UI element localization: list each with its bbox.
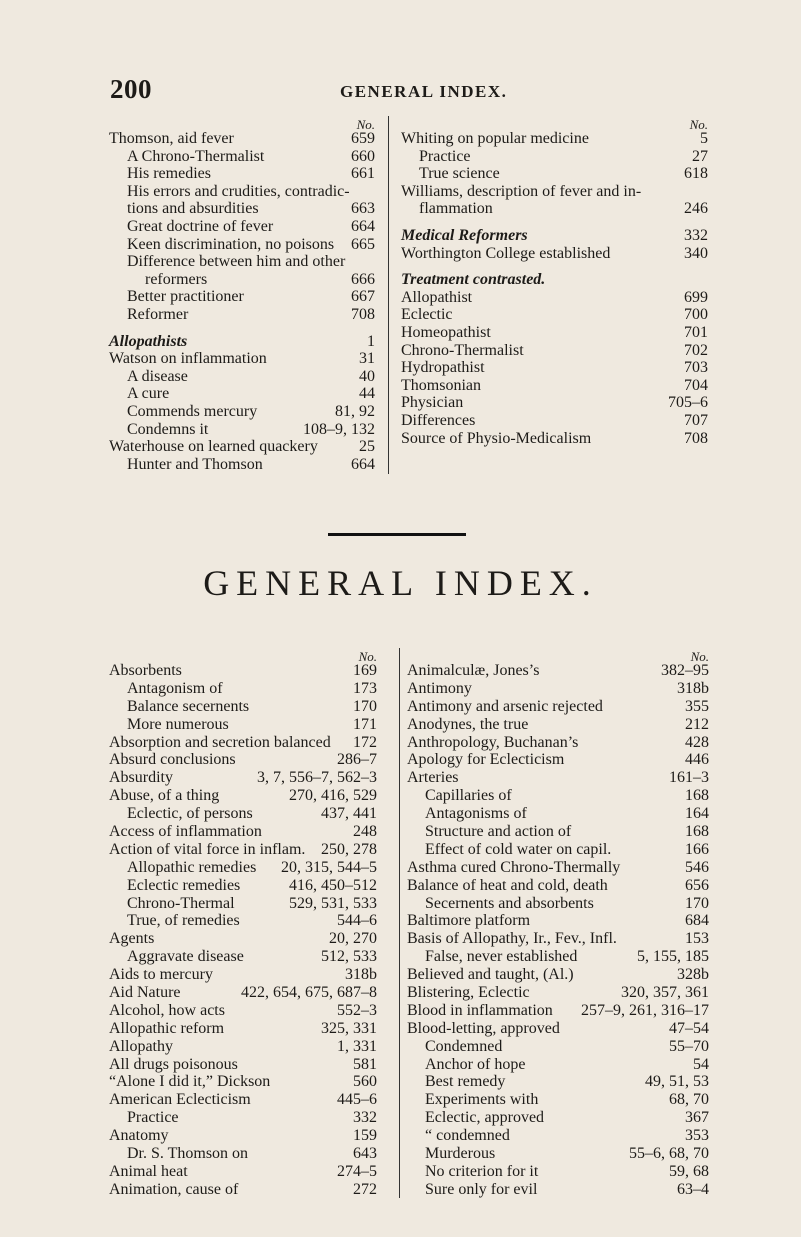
no-label: No.	[358, 649, 377, 664]
entry-page-ref: 367	[685, 1109, 709, 1127]
index-entry	[407, 734, 709, 752]
entry-page-ref: 704	[684, 376, 708, 394]
index-entry	[407, 1056, 709, 1074]
index-entry	[109, 1181, 377, 1199]
index-entry	[401, 359, 708, 377]
entry-text: Anodynes, the true	[407, 715, 529, 733]
index-entry	[407, 769, 709, 787]
index-entry	[109, 333, 375, 351]
entry-text: Medical Reformers	[401, 226, 528, 244]
entry-page-ref: 708	[351, 305, 375, 323]
entry-text: Thomson, aid fever	[109, 130, 234, 147]
entry-page-ref: 3, 7, 556–7, 562–3	[257, 769, 377, 787]
index-entry	[407, 1145, 709, 1163]
index-entry	[407, 1020, 709, 1038]
entry-text: Thomsonian	[401, 376, 481, 394]
entry-text: Absurdity	[109, 769, 173, 787]
index-entry	[401, 165, 708, 183]
entry-text: Waterhouse on learned quackery	[109, 438, 318, 456]
entry-page-ref: 172	[353, 733, 377, 751]
entry-text: A cure	[127, 385, 170, 403]
entry-text: Commends mercury	[127, 402, 258, 420]
entry-text: Allopathy	[109, 1037, 173, 1055]
entry-text: Secernents and absorbents	[425, 894, 594, 912]
entry-text: Chrono-Thermal	[127, 894, 235, 912]
entry-text: Eclectic, approved	[425, 1109, 545, 1127]
entry-text: Action of vital force in inflam.	[109, 840, 306, 858]
index-entry	[401, 245, 708, 263]
number-column-header	[407, 648, 709, 662]
index-entry	[407, 1109, 709, 1127]
entry-page-ref: 108–9, 132	[303, 420, 375, 438]
index-entry	[109, 1109, 377, 1127]
entry-text: Allopathist	[401, 288, 473, 306]
entry-page-ref: 699	[684, 288, 708, 306]
entry-text: Anthropology, Buchanan’s	[407, 733, 579, 751]
column-divider-bottom	[399, 648, 400, 1198]
no-label: No.	[690, 649, 709, 664]
entry-page-ref: 544–6	[337, 912, 377, 930]
entry-text: Eclectic	[401, 306, 453, 324]
entry-text: False, never established	[425, 948, 578, 966]
index-entry	[109, 1127, 377, 1145]
index-entry	[109, 823, 377, 841]
entry-page-ref: 54	[693, 1055, 709, 1073]
entry-page-ref: 353	[685, 1127, 709, 1145]
entry-text: Reformer	[127, 305, 189, 323]
entry-page-ref: 159	[353, 1127, 377, 1145]
entry-page-ref: 661	[351, 165, 375, 183]
entry-text: Eclectic, of persons	[127, 805, 253, 823]
entry-page-ref: 328b	[677, 966, 709, 984]
entry-text: Absurd conclusions	[109, 751, 236, 769]
entry-page-ref: 55–70	[669, 1037, 709, 1055]
index-entry	[109, 805, 377, 823]
no-label: No.	[689, 117, 708, 132]
entry-text: Absorbents	[109, 662, 182, 679]
entry-text: Antimony and arsenic rejected	[407, 697, 603, 715]
running-head	[110, 74, 730, 104]
page-number: 200	[110, 74, 152, 104]
index-entry	[407, 1127, 709, 1145]
entry-page-ref: 318b	[677, 679, 709, 697]
no-label: No.	[356, 117, 375, 132]
index-column-left-top	[109, 116, 375, 473]
index-entry	[401, 412, 708, 430]
entry-text: Balance of heat and cold, death	[407, 876, 608, 894]
entry-page-ref: 161–3	[669, 769, 709, 787]
entry-page-ref: 422, 654, 675, 687–8	[241, 984, 377, 1002]
index-entry	[407, 984, 709, 1002]
index-entry	[109, 253, 375, 271]
entry-text: Arteries	[407, 769, 459, 787]
entry-page-ref: 708	[684, 429, 708, 447]
entry-page-ref: 31	[359, 350, 375, 368]
entry-text: A disease	[127, 367, 188, 385]
entry-page-ref: 168	[685, 823, 709, 841]
index-entry	[109, 912, 377, 930]
entry-text: Allopathic reform	[109, 1019, 225, 1037]
entry-page-ref: 27	[692, 147, 708, 165]
entry-page-ref: 446	[685, 751, 709, 769]
index-entry	[407, 823, 709, 841]
index-entry	[401, 430, 708, 448]
index-entry	[109, 165, 375, 183]
entry-page-ref: 5	[700, 130, 708, 147]
entry-text: True, of remedies	[127, 912, 240, 930]
entry-text: Williams, description of fever and in-	[401, 182, 642, 200]
index-entry	[109, 930, 377, 948]
entry-text: Animation, cause of	[109, 1180, 239, 1198]
index-entry	[401, 394, 708, 412]
index-entry	[109, 368, 375, 386]
entry-text: Homeopathist	[401, 323, 491, 341]
index-entry	[109, 288, 375, 306]
entry-text: Allopathists	[109, 332, 188, 350]
entry-text: Abuse, of a thing	[109, 787, 220, 805]
entry-page-ref: 250, 278	[321, 840, 377, 858]
index-entry	[407, 1038, 709, 1056]
index-entry	[407, 948, 709, 966]
entry-page-ref: 560	[353, 1073, 377, 1091]
section-separator	[328, 533, 466, 536]
entry-page-ref: 248	[353, 823, 377, 841]
index-entry	[401, 289, 708, 307]
entry-page-ref: 173	[353, 679, 377, 697]
entry-text: tions and absurdities	[127, 200, 259, 218]
index-entry	[407, 680, 709, 698]
entry-page-ref: 664	[351, 217, 375, 235]
index-entry	[401, 342, 708, 360]
index-entry	[109, 403, 375, 421]
entry-text: Effect of cold water on capil.	[425, 840, 612, 858]
entry-text: True science	[419, 165, 500, 183]
entry-text: Whiting on popular medicine	[401, 130, 589, 147]
entry-page-ref: 169	[353, 662, 377, 679]
index-entry	[401, 324, 708, 342]
entry-text: Blood in inflammation	[407, 1001, 553, 1019]
entry-page-ref: 170	[685, 894, 709, 912]
entry-text: No criterion for it	[425, 1162, 539, 1180]
index-entry	[109, 1038, 377, 1056]
entry-text: “Alone I did it,” Dickson	[109, 1073, 271, 1091]
entry-text: Best remedy	[425, 1073, 506, 1091]
index-entry	[109, 1002, 377, 1020]
entry-text: Physician	[401, 394, 464, 412]
entry-text: Apology for Eclecticism	[407, 751, 565, 769]
index-entry	[407, 716, 709, 734]
index-entry	[109, 787, 377, 805]
entry-text: Blistering, Eclectic	[407, 984, 530, 1002]
entry-text: Differences	[401, 411, 476, 429]
index-entry	[401, 306, 708, 324]
entry-text: Blood-letting, approved	[407, 1019, 560, 1037]
entry-text: Murderous	[425, 1145, 496, 1163]
entry-page-ref: 666	[351, 270, 375, 288]
index-entry	[109, 984, 377, 1002]
entry-page-ref: 663	[351, 200, 375, 218]
index-entry	[407, 751, 709, 769]
entry-page-ref: 55–6, 68, 70	[629, 1145, 709, 1163]
index-entry	[109, 1073, 377, 1091]
entry-text: Animalculæ, Jones’s	[407, 662, 540, 679]
entry-page-ref: 1	[367, 332, 375, 350]
index-entry	[109, 1145, 377, 1163]
entry-text: Agents	[109, 930, 155, 948]
entry-page-ref: 701	[684, 323, 708, 341]
entry-text: Experiments with	[425, 1091, 539, 1109]
entry-text: Chrono-Thermalist	[401, 341, 524, 359]
entry-text: Treatment contrasted.	[401, 271, 546, 289]
entry-text: Sure only for evil	[425, 1180, 538, 1198]
entry-text: More numerous	[127, 715, 229, 733]
entry-page-ref: 643	[353, 1145, 377, 1163]
index-column-right-bottom	[407, 648, 709, 1199]
entry-page-ref: 153	[685, 930, 709, 948]
entry-page-ref: 703	[684, 359, 708, 377]
entry-page-ref: 20, 315, 544–5	[281, 858, 377, 876]
entry-text: Allopathic remedies	[127, 858, 257, 876]
entry-text: Capillaries of	[425, 787, 512, 805]
index-entry	[109, 306, 375, 324]
entry-text: Basis of Allopathy, Ir., Fev., Infl.	[407, 930, 617, 948]
index-entry	[109, 948, 377, 966]
entry-text: Access of inflammation	[109, 823, 262, 841]
index-entry	[109, 350, 375, 368]
entry-page-ref: 702	[684, 341, 708, 359]
entry-text: Antagonisms of	[425, 805, 527, 823]
index-entry	[109, 859, 377, 877]
index-entry	[109, 438, 375, 456]
index-entry	[109, 966, 377, 984]
entry-text: Worthington College established	[401, 244, 611, 262]
index-entry	[407, 841, 709, 859]
entry-text: Aid Nature	[109, 984, 181, 1002]
index-entry	[109, 385, 375, 403]
number-column-header	[109, 116, 375, 130]
entry-page-ref: 320, 357, 361	[621, 984, 709, 1002]
entry-page-ref: 5, 155, 185	[637, 948, 709, 966]
entry-page-ref: 1, 331	[337, 1037, 377, 1055]
running-title: GENERAL INDEX.	[340, 82, 508, 101]
index-entry	[109, 236, 375, 254]
entry-page-ref: 20, 270	[329, 930, 377, 948]
index-entry	[109, 1163, 377, 1181]
entry-text: Anatomy	[109, 1127, 169, 1145]
entry-page-ref: 529, 531, 533	[289, 894, 377, 912]
index-entry	[407, 1091, 709, 1109]
entry-page-ref: 656	[685, 876, 709, 894]
entry-page-ref: 49, 51, 53	[645, 1073, 709, 1091]
entry-text: Dr. S. Thomson on	[127, 1145, 249, 1163]
entry-page-ref: 40	[359, 367, 375, 385]
general-index-title: GENERAL INDEX.	[203, 563, 598, 603]
entry-page-ref: 274–5	[337, 1162, 377, 1180]
entry-text: Believed and taught, (Al.)	[407, 966, 574, 984]
entry-page-ref: 355	[685, 697, 709, 715]
entry-page-ref: 340	[684, 244, 708, 262]
entry-page-ref: 659	[351, 130, 375, 147]
entry-text: Aids to mercury	[109, 966, 213, 984]
index-entry	[401, 227, 708, 245]
entry-page-ref: 512, 533	[321, 948, 377, 966]
entry-text: Practice	[419, 147, 471, 165]
entry-page-ref: 171	[353, 715, 377, 733]
index-column-right-top	[401, 116, 708, 447]
entry-page-ref: 168	[685, 787, 709, 805]
entry-page-ref: 664	[351, 455, 375, 473]
index-entry	[109, 456, 375, 474]
index-column-left-bottom	[109, 648, 377, 1199]
entry-text: Hunter and Thomson	[127, 455, 263, 473]
index-entry	[407, 1181, 709, 1199]
index-entry	[407, 877, 709, 895]
entry-text: Anchor of hope	[425, 1055, 526, 1073]
entry-text: Antimony	[407, 679, 472, 697]
index-entry	[407, 698, 709, 716]
entry-text: Absorption and secretion balanced	[109, 733, 331, 751]
index-entry	[401, 200, 708, 218]
column-divider-top	[388, 116, 389, 474]
index-entry	[109, 877, 377, 895]
entry-page-ref: 270, 416, 529	[289, 787, 377, 805]
index-entry	[109, 769, 377, 787]
entry-text: Antagonism of	[127, 679, 223, 697]
entry-page-ref: 257–9, 261, 316–17	[581, 1001, 709, 1019]
entry-page-ref: 437, 441	[321, 805, 377, 823]
entry-page-ref: 665	[351, 235, 375, 253]
index-entry	[109, 148, 375, 166]
entry-page-ref: 428	[685, 733, 709, 751]
entry-text: Watson on inflammation	[109, 350, 267, 368]
index-entry	[407, 787, 709, 805]
index-entry	[109, 698, 377, 716]
entry-text: Keen discrimination, no poisons	[127, 235, 335, 253]
entry-text: Structure and action of	[425, 823, 572, 841]
entry-page-ref: 705–6	[668, 394, 708, 412]
entry-text: Balance secernents	[127, 697, 250, 715]
entry-page-ref: 618	[684, 165, 708, 183]
entry-page-ref: 382–95	[661, 662, 709, 679]
entry-page-ref: 667	[351, 288, 375, 306]
index-entry	[407, 1073, 709, 1091]
entry-page-ref: 166	[685, 840, 709, 858]
entry-page-ref: 164	[685, 805, 709, 823]
index-entry	[109, 841, 377, 859]
entry-page-ref: 44	[359, 385, 375, 403]
entry-page-ref: 700	[684, 306, 708, 324]
index-entry	[109, 734, 377, 752]
index-entry	[109, 680, 377, 698]
entry-text: Eclectic remedies	[127, 876, 241, 894]
entry-page-ref: 684	[685, 912, 709, 930]
entry-page-ref: 68, 70	[669, 1091, 709, 1109]
entry-text: Baltimore platform	[407, 912, 531, 930]
index-entry	[109, 200, 375, 218]
entry-text: Condemned	[425, 1037, 503, 1055]
entry-page-ref: 286–7	[337, 751, 377, 769]
entry-page-ref: 332	[353, 1109, 377, 1127]
entry-text: Aggravate disease	[127, 948, 244, 966]
index-entry	[407, 930, 709, 948]
entry-text: American Eclecticism	[109, 1091, 251, 1109]
entry-text: Animal heat	[109, 1162, 188, 1180]
index-entry	[407, 859, 709, 877]
entry-page-ref: 660	[351, 147, 375, 165]
entry-page-ref: 707	[684, 411, 708, 429]
index-entry	[407, 805, 709, 823]
entry-page-ref: 581	[353, 1055, 377, 1073]
index-entry	[109, 895, 377, 913]
entry-page-ref: 272	[353, 1180, 377, 1198]
index-entry	[407, 1163, 709, 1181]
entry-page-ref: 81, 92	[335, 402, 375, 420]
entry-page-ref: 170	[353, 697, 377, 715]
index-entry	[401, 148, 708, 166]
entry-text: All drugs poisonous	[109, 1055, 238, 1073]
index-entry	[109, 751, 377, 769]
entry-text: A Chrono-Thermalist	[127, 147, 265, 165]
entry-text: His remedies	[127, 165, 211, 183]
index-entry	[407, 895, 709, 913]
index-entry	[109, 421, 375, 439]
entry-text: reformers	[145, 270, 208, 288]
entry-page-ref: 416, 450–512	[289, 876, 377, 894]
index-entry	[401, 183, 708, 201]
entry-text: Source of Physio-Medicalism	[401, 429, 592, 447]
index-entry	[401, 377, 708, 395]
index-entry	[109, 1020, 377, 1038]
index-entry	[407, 912, 709, 930]
entry-text: Difference between him and other	[127, 253, 346, 271]
index-entry	[401, 271, 708, 289]
entry-page-ref: 546	[685, 858, 709, 876]
index-entry	[109, 218, 375, 236]
index-entry	[109, 183, 375, 201]
entry-text: His errors and crudities, contradic-	[127, 182, 350, 200]
entry-page-ref: 325, 331	[321, 1019, 377, 1037]
entry-page-ref: 212	[685, 715, 709, 733]
index-entry	[109, 1091, 377, 1109]
index-entry	[109, 716, 377, 734]
entry-page-ref: 445–6	[337, 1091, 377, 1109]
index-entry	[109, 271, 375, 289]
entry-page-ref: 25	[359, 438, 375, 456]
entry-text: Asthma cured Chrono-Thermally	[407, 858, 621, 876]
entry-text: Better practitioner	[127, 288, 244, 306]
entry-page-ref: 246	[684, 200, 708, 218]
number-column-header	[401, 116, 708, 130]
entry-text: “ condemned	[425, 1127, 510, 1145]
entry-page-ref: 47–54	[669, 1019, 709, 1037]
entry-page-ref: 318b	[345, 966, 377, 984]
entry-page-ref: 552–3	[337, 1001, 377, 1019]
entry-text: Great doctrine of fever	[127, 217, 274, 235]
index-entry	[407, 1002, 709, 1020]
entry-text: Practice	[127, 1109, 179, 1127]
entry-text: Hydropathist	[401, 359, 485, 377]
number-column-header	[109, 648, 377, 662]
entry-text: flammation	[419, 200, 493, 218]
index-entry	[109, 1056, 377, 1074]
entry-page-ref: 63–4	[677, 1180, 709, 1198]
entry-page-ref: 59, 68	[669, 1162, 709, 1180]
index-entry	[407, 966, 709, 984]
entry-page-ref: 332	[684, 226, 708, 244]
entry-text: Condemns it	[127, 420, 209, 438]
entry-text: Alcohol, how acts	[109, 1001, 225, 1019]
